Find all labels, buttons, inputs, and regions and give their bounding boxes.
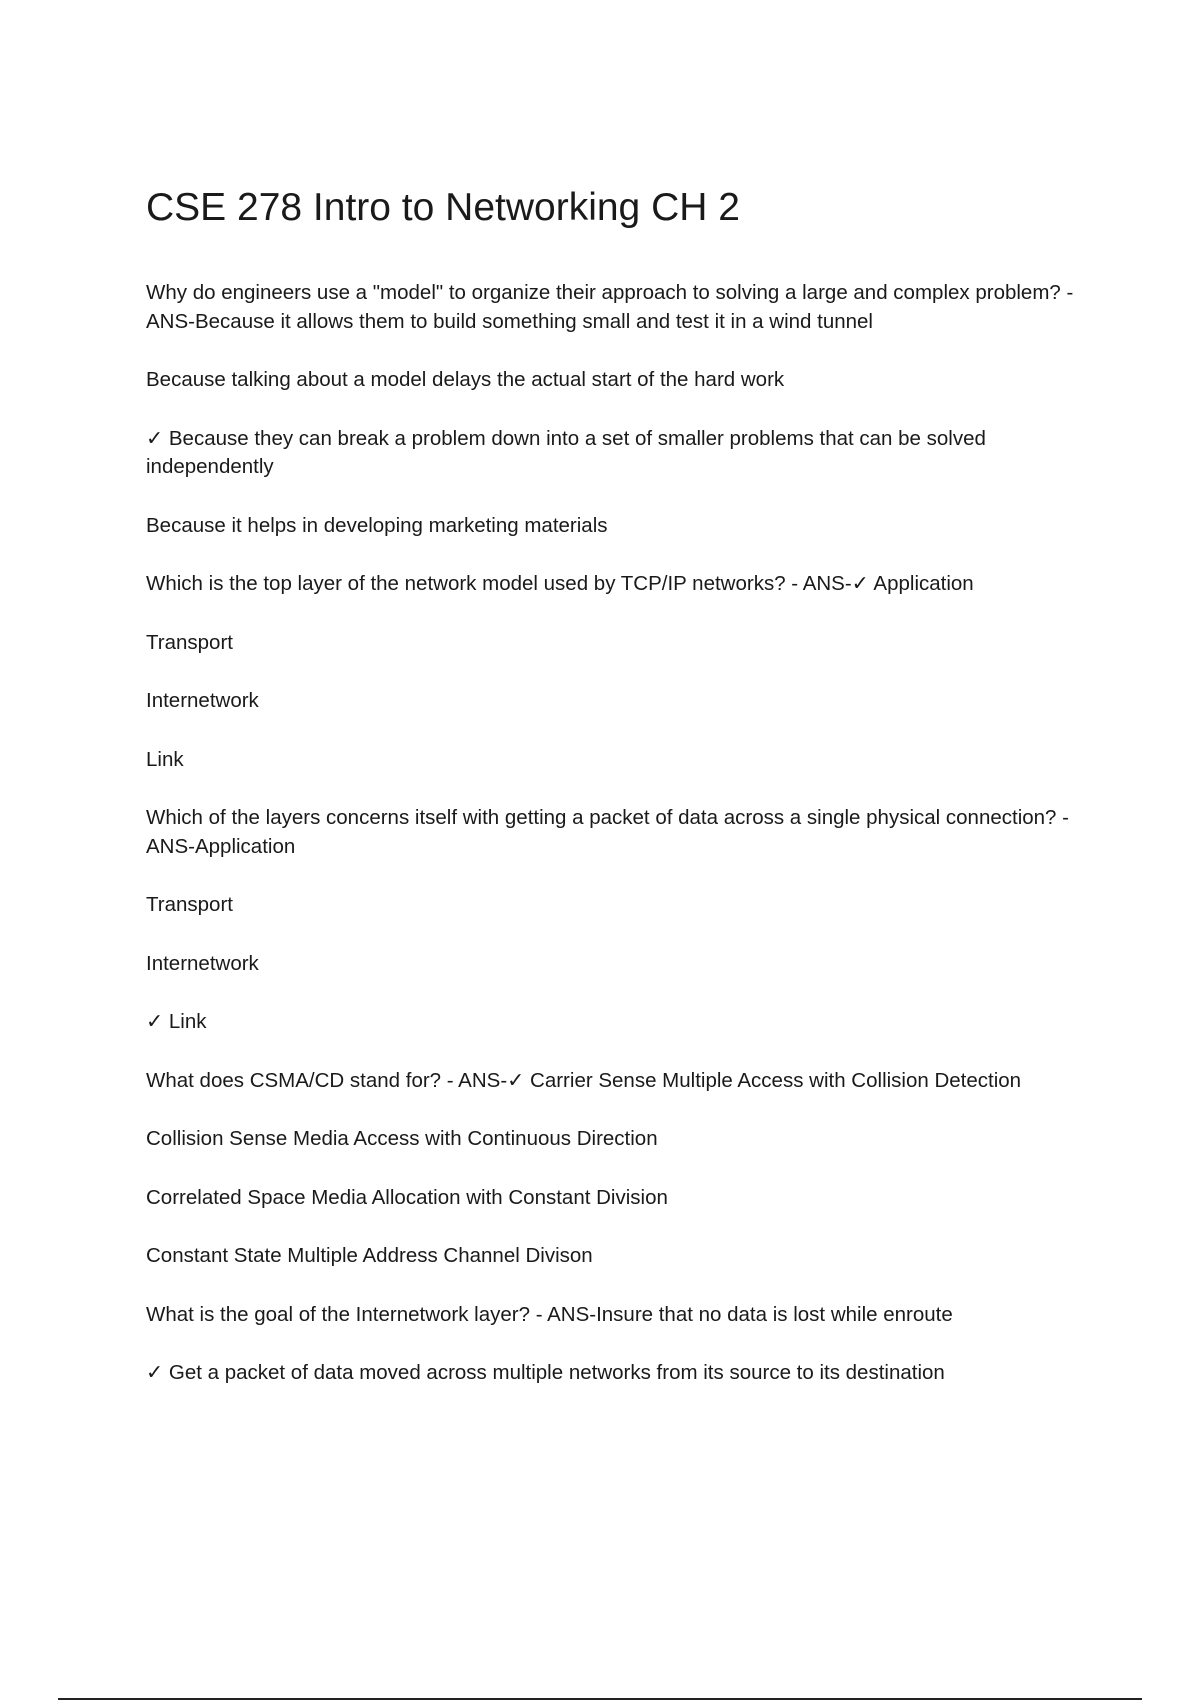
question-2-option: Transport bbox=[146, 630, 233, 654]
question-5: What is the goal of the Internetwork layer? - ANS-Insure that no data is lost while enroute bbox=[146, 1302, 953, 1326]
question-2-option: Link bbox=[146, 747, 184, 771]
question-3: Which of the layers concerns itself with getting a packet of data across a single physical connection? - ANS-Application bbox=[146, 806, 1069, 858]
question-1: Why do engineers use a "model" to organize their approach to solving a large and complex problem? - ANS-Because it allows them to build something small and test it in a wind tunnel bbox=[146, 281, 1074, 333]
question-4-option: Correlated Space Media Allocation with Constant Division bbox=[146, 1185, 668, 1209]
question-1-correct-option: ✓ Because they can break a problem down into a set of smaller problems that can be solved independently bbox=[146, 426, 986, 478]
page-bottom-rule bbox=[58, 1698, 1142, 1700]
question-1-option: Because talking about a model delays the actual start of the hard work bbox=[146, 368, 785, 391]
question-4-option: Constant State Multiple Address Channel Divison bbox=[146, 1244, 593, 1267]
question-4-option: Collision Sense Media Access with Continuous Direction bbox=[146, 1127, 658, 1150]
question-3-option: Transport bbox=[146, 893, 233, 916]
document-title: CSE 278 Intro to Networking CH 2 bbox=[146, 186, 740, 229]
question-3-correct-option: ✓ Link bbox=[146, 1010, 207, 1033]
question-1-option: Because it helps in developing marketing materials bbox=[146, 513, 608, 537]
question-2: Which is the top layer of the network model used by TCP/IP networks? - ANS-✓ Application bbox=[146, 572, 974, 595]
question-5-correct-option: ✓ Get a packet of data moved across multiple networks from its source to its destination bbox=[146, 1361, 945, 1384]
document-body bbox=[146, 279, 1076, 1418]
question-2-option: Internetwork bbox=[146, 689, 259, 712]
question-3-option: Internetwork bbox=[146, 951, 259, 975]
question-4: What does CSMA/CD stand for? - ANS-✓ Carrier Sense Multiple Access with Collision Detection bbox=[146, 1068, 1022, 1092]
